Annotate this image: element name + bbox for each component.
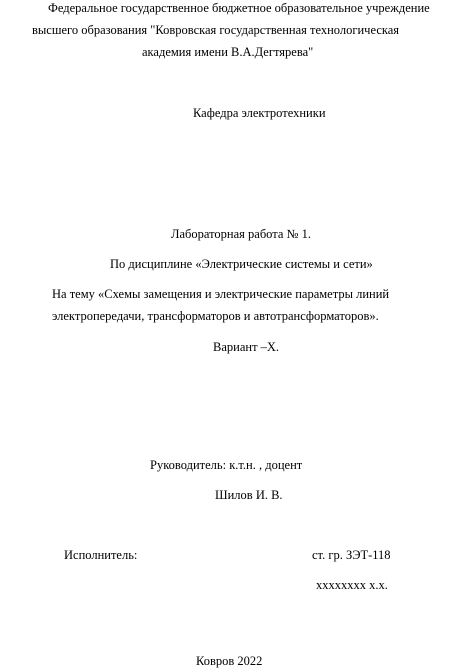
topic-line-2: электропередачи, трансформаторов и автотрансформаторов». (52, 309, 379, 323)
supervisor-name: Шилов И. В. (215, 488, 283, 502)
department-name: Кафедра электротехники (193, 106, 326, 120)
supervisor-label: Руководитель: к.т.н. , доцент (150, 458, 303, 472)
city-year: Ковров 2022 (196, 654, 263, 668)
variant-line: Вариант –Х. (213, 340, 280, 354)
topic-line-1: На тему «Схемы замещения и электрические параметры линий (52, 287, 390, 301)
header-line-1: Федеральное государственное бюджетное образовательное учреждение (48, 1, 430, 15)
work-title: Лабораторная работа № 1. (171, 227, 311, 241)
header-line-2: высшего образования "Ковровская государственная технологическая (32, 23, 400, 37)
header-line-3: академия имени В.А.Дегтярева" (142, 45, 314, 59)
executor-group: ст. гр. ЗЭТ-118 (312, 548, 391, 562)
discipline-line: По дисциплине «Электрические системы и сети» (110, 257, 373, 271)
executor-label: Исполнитель: (64, 548, 138, 562)
executor-name: хххххххх х.х. (316, 578, 388, 592)
